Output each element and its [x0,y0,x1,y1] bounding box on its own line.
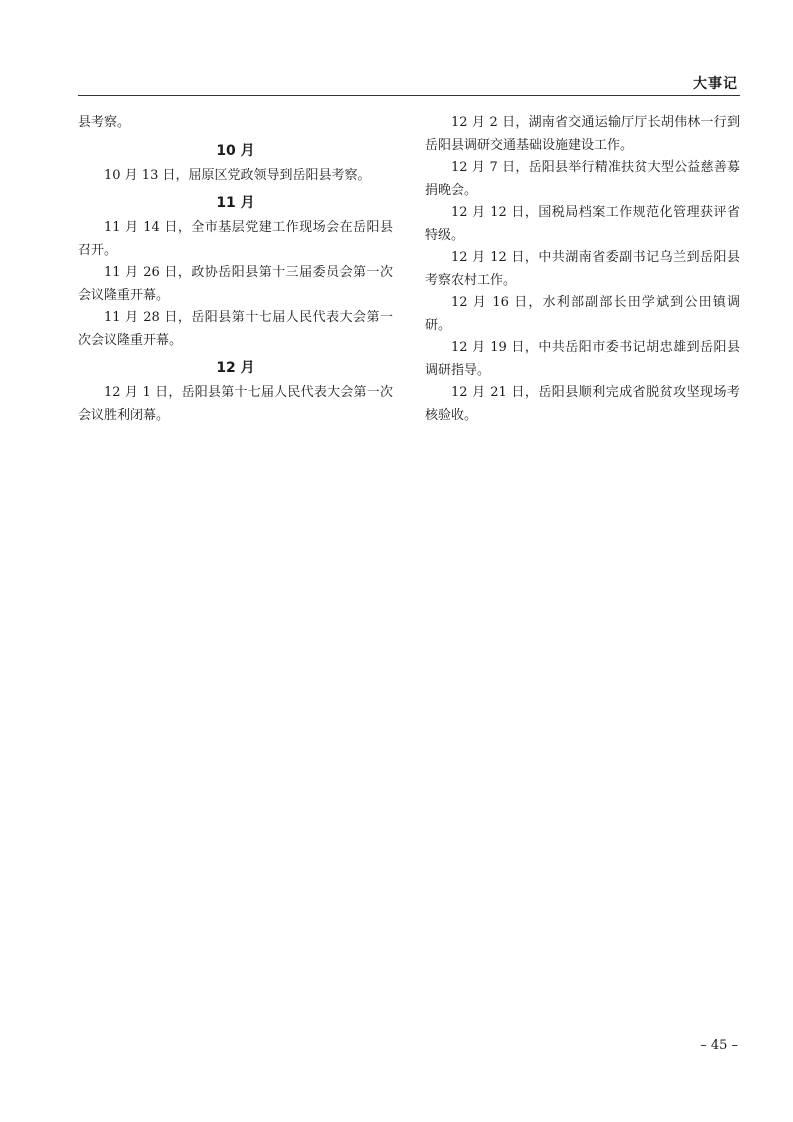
event-entry: 12 月 2 日，湖南省交通运输厅厅长胡伟林一行到岳阳县调研交通基础设施建设工作。 [425,115,740,153]
continuation-text: 县考察。 [78,115,131,130]
event-entry: 11 月 14 日，全市基层党建工作现场会在岳阳县召开。 [78,220,393,258]
event-entry: 12 月 16 日，水利部副部长田学斌到公田镇调研。 [425,295,740,333]
event-entry: 11 月 28 日，岳阳县第十七届人民代表大会第一次会议隆重开幕。 [78,310,393,348]
event-entry: 10 月 13 日，屈原区党政领导到岳阳县考察。 [104,167,371,183]
event-entry: 12 月 1 日，岳阳县第十七届人民代表大会第一次会议胜利闭幕。 [78,385,393,423]
month-heading-november: 11 月 [216,195,255,211]
running-header [78,73,740,96]
page-number: – 45 – [700,1038,738,1053]
event-entry: 11 月 26 日，政协岳阳县第十三届委员会第一次会议隆重开幕。 [78,265,393,303]
month-heading-december: 12 月 [216,360,255,376]
event-entry: 12 月 7 日，岳阳县举行精准扶贫大型公益慈善募捐晚会。 [425,160,740,198]
header-title: 大事记 [693,76,738,92]
event-entry: 12 月 12 日，中共湖南省委副书记乌兰到岳阳县考察农村工作。 [425,250,740,288]
event-entry: 12 月 12 日，国税局档案工作规范化管理获评省特级。 [425,205,740,243]
event-entry: 12 月 19 日，中共岳阳市委书记胡忠雄到岳阳县调研指导。 [425,340,740,378]
left-column [78,112,393,427]
right-column [425,112,740,427]
event-entry: 12 月 21 日，岳阳县顺利完成省脱贫攻坚现场考核验收。 [425,385,740,423]
month-heading-october: 10 月 [216,142,255,159]
